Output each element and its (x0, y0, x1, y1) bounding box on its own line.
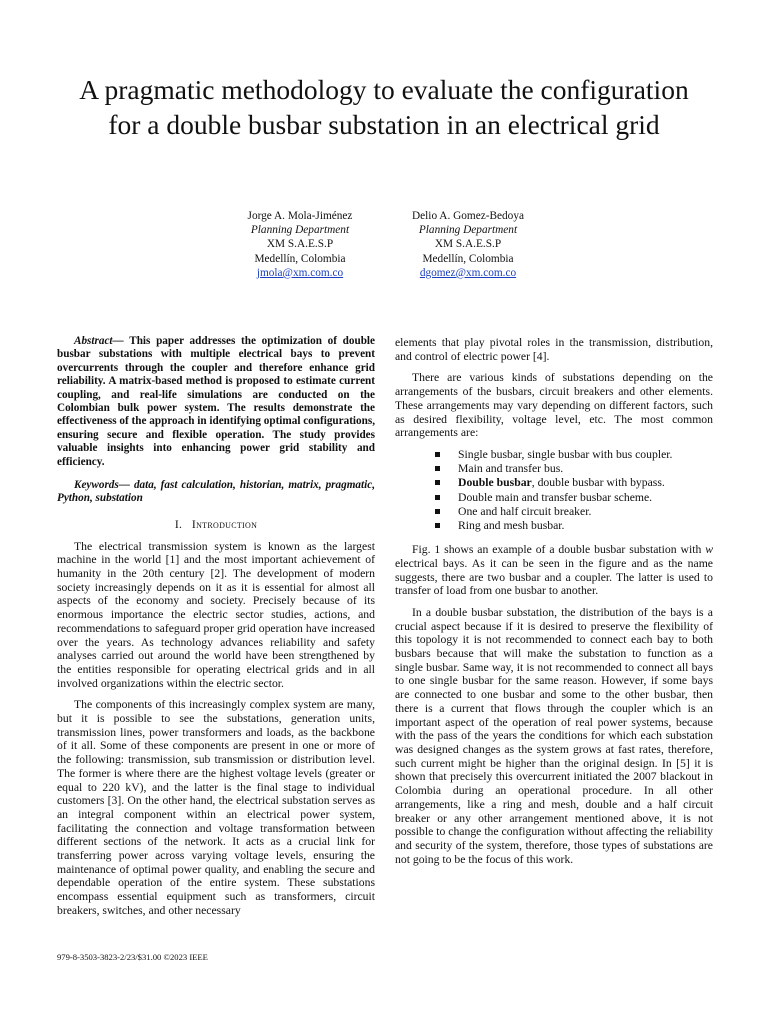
keywords-text: data, fast calculation, historian, matrix, pragmatic, Python, substation (57, 479, 375, 505)
author-organization: XM S.A.E.S.P (434, 238, 502, 251)
list-item: Ring and mesh busbar. (435, 519, 713, 533)
list-item: Single busbar, single busbar with bus coupler. (435, 448, 713, 462)
intro-paragraph-2: The components of this increasingly complex system are many, but it is possible to see the substations, generation units, transmission lines, power transformers and loads, as the backbone of it all. Some of these components are present in one or more of the following: transmission, sub transmission or distribution level. The former is where there are the highest voltage levels (greater or equal to 220 kV), and the latter is the final stage to individual customers [3]. On the other hand, the electrical substation serves as an integral component within an electrical power system, facilitating the connection and voltage transformation between different sections of the network. It acts as a crucial link for transferring power across varying voltage levels, ensuring the maintenance of optimal power quality, and enabling the secure and dependable operation of the entire system. These substations encompass essential equipment such as transformers, circuit breakers, switches, and other necessary (57, 698, 375, 917)
abstract-lead: Abstract— (74, 335, 124, 347)
author-department: Planning Department (250, 224, 350, 237)
section-number: I. (174, 517, 183, 531)
keywords-lead: Keywords— (74, 479, 130, 492)
arrangements-paragraph: There are various kinds of substations depending on the arrangements of the busbars, circuit breakers and other elements. These arrangements may vary depending on different factors, such as desired flexibility, voltage level, etc. The most common arrangements are: (395, 371, 713, 440)
section-title: Introduction (191, 517, 258, 531)
author-organization: XM S.A.E.S.P (266, 238, 334, 251)
author-email-link[interactable]: jmola@xm.com.co (256, 266, 344, 279)
author-department: Planning Department (418, 224, 518, 237)
list-item: Double main and transfer busbar scheme. (435, 491, 713, 505)
figure-paragraph: Fig. 1 shows an example of a double busbar substation with w electrical bays. As it can be seen in the figure and as the name suggests, there are two busbar and a coupler. The latter is used to transfer of load from one busbar to another. (395, 543, 713, 598)
distribution-paragraph: In a double busbar substation, the distribution of the bays is a crucial aspect because if it is desired to preserve the flexibility of this topology it is not recommended to connect each bay to both busbars because that will make the substation to function as a single busbar. Same way, it is not recommended to connect all bays to one single busbar for the same reason. However, if some bays are connected to one busbar and some to the other busbar, then there is a current that flows through the coupler which is an important aspect of the operation of real power systems, because with the pass of the years the conditions for which each substation was designed changes as the system grows at fast rates, therefore, such current might be higher than the original design. In [5] it is shown that precisely this overcurrent initiated the 2007 blackout in Colombia during an operational procedure. In all other arrangements, like a ring and mesh, double and a half circuit breaker or any other arrangement mentioned above, it is not possible to change the configuration without affecting the reliability and security of the system, therefore, those types of substations are not going to be the focus of this work. (395, 605, 713, 866)
author-city: Medellín, Colombia (422, 252, 514, 265)
author-email-link[interactable]: dgomez@xm.com.co (419, 266, 517, 279)
section-heading-introduction (57, 518, 375, 532)
list-item: One and half circuit breaker. (435, 505, 713, 519)
continued-paragraph: elements that play pivotal roles in the transmission, distribution, and control of electric power [4]. (395, 336, 713, 363)
author-name: Delio A. Gomez-Bedoya (412, 210, 524, 222)
author-block-2 (373, 209, 563, 280)
author-block-1 (205, 209, 395, 280)
list-item: Double busbar, double busbar with bypass. (435, 476, 713, 490)
abstract-text: This paper addresses the optimization of double busbar substations with multiple electrical bays to prevent overcurrents through the coupler and therefore enhance grid reliability. A matrix-based method is proposed to estimate current coupling, and real-life simulations are conducted on the Colombian bulk power system. The results demonstrate the effectiveness of the approach in identifying optimal configurations, ensuring secure and flexible operation. The study provides valuable insights into enhancing power grid stability and efficiency. (57, 335, 376, 468)
copyright-footer: 979-8-3503-3823-2/23/$31.00 ©2023 IEEE (57, 952, 208, 962)
left-column (57, 335, 375, 926)
list-item: Main and transfer bus. (435, 462, 713, 476)
author-city: Medellín, Colombia (254, 252, 346, 265)
intro-paragraph-1: The electrical transmission system is known as the largest machine in the world [1] and the most important achievement of humanity in the 20th century [2]. The development of modern society increasingly depends on it as it is essential for almost all aspects of the economy and society. Precisely because of its enormous importance the electric sector studies, actions, and recommendations to safeguard proper grid operation have increased over the years. As technology advances reliability and safety analyses carried out around the world have been strengthened by the entities responsible for operating electrical grids and in all involved organizations within the electric sector. (57, 539, 375, 690)
arrangements-list (395, 448, 713, 533)
paper-title: A pragmatic methodology to evaluate the configuration for a double busbar substation in an electrical grid (79, 74, 689, 140)
abstract (57, 335, 375, 469)
right-column (395, 336, 713, 874)
keywords (57, 479, 375, 506)
author-name: Jorge A. Mola-Jiménez (247, 210, 353, 222)
